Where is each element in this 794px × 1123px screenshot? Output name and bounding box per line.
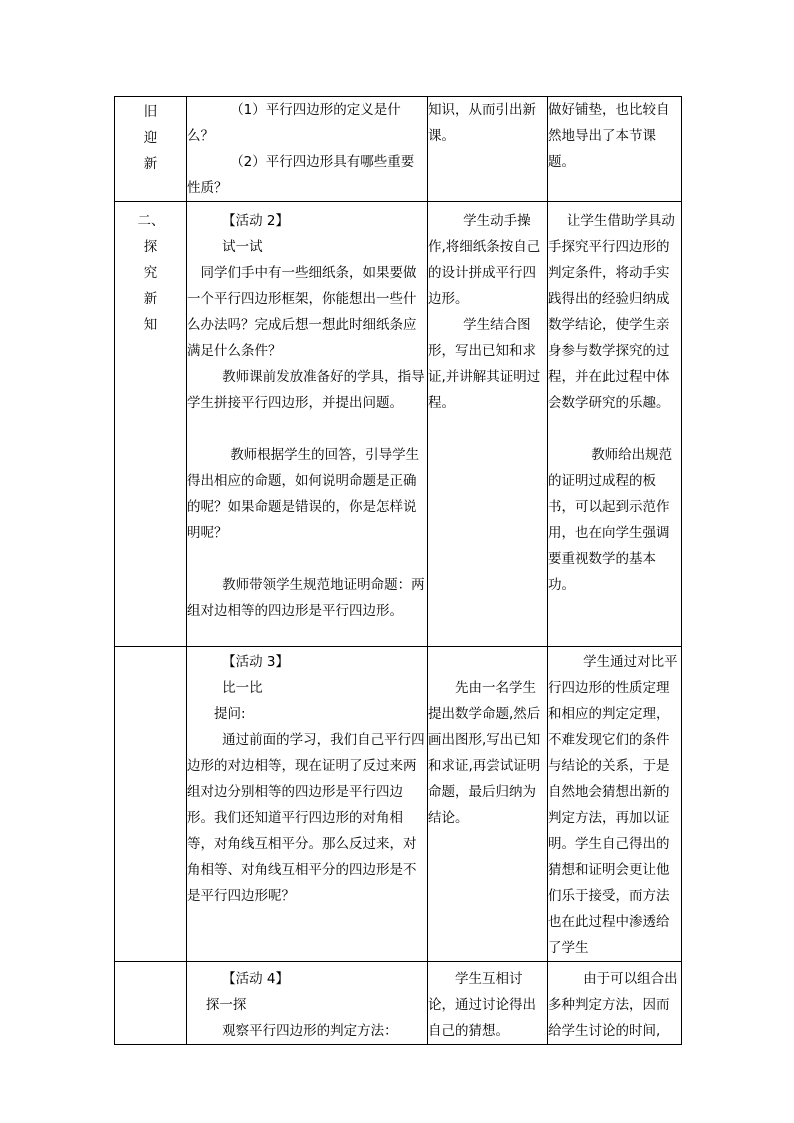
stage-char: 探 bbox=[143, 239, 158, 255]
intent-text: 做好铺垫，也比较自然地导出了本节课题。 bbox=[548, 102, 670, 170]
content-cell bbox=[187, 647, 428, 962]
stage-char: 迎 bbox=[143, 130, 158, 146]
stage-cell bbox=[115, 962, 187, 1045]
intent-cell bbox=[548, 202, 682, 647]
table-row bbox=[115, 202, 682, 647]
stage-cell bbox=[115, 97, 187, 202]
stage-char: 究 bbox=[143, 265, 158, 281]
activity-name: 比一比 bbox=[222, 680, 263, 696]
paragraph: 教师课前发放准备好的学具，指导学生拼接平行四边形，并提出问题。 bbox=[187, 369, 425, 411]
intent-text: 学生通过对比平行四边形的性质定理和相应的判定定理，不难发现它们的条件与结论的关系，于是自然地会猜想出新的判定方法，再加以证明。学生自己得出的猜想和证明会更让他们乐于接受，而方法也在此过程中渗透给了学生 bbox=[548, 654, 678, 956]
student-text: 学生互相讨论，通过讨论得出自己的猜想。 bbox=[428, 971, 536, 1039]
lesson-plan-table bbox=[114, 96, 682, 1045]
stage-char: 新 bbox=[143, 291, 158, 307]
paragraph: 同学们手中有一些细纸条，如果要做一个平行四边形框架，你能想出一些什么办法吗？完成后想一想此时细纸条应满足什么条件？ bbox=[187, 265, 417, 359]
intent-text: 让学生借助学具动手探究平行四边形的判定条件，将动手实践得出的经验归纳成数学结论，使学生亲身参与数学探究的过程，并在此过程中体会数学研究的乐趣。 bbox=[548, 213, 675, 411]
student-cell bbox=[428, 962, 548, 1045]
student-cell bbox=[428, 97, 548, 202]
activity-title: 【活动 2】 bbox=[222, 213, 289, 229]
content-cell bbox=[187, 202, 428, 647]
paragraph: 教师根据学生的回答，引导学生得出相应的命题，如何说明命题是正确的呢？如果命题是错误的，你是怎样说明呢？ bbox=[187, 447, 420, 541]
table-row bbox=[115, 962, 682, 1045]
student-cell bbox=[428, 647, 548, 962]
stage-char: 二、 bbox=[137, 213, 165, 229]
activity-title: 【活动 3】 bbox=[222, 654, 289, 670]
stage-cell bbox=[115, 202, 187, 647]
student-text: 先由一名学生提出数学命题,然后画出图形,写出已知和求证,再尝试证明命题，最后归纳为结论。 bbox=[428, 680, 541, 826]
stage-char: 知 bbox=[143, 317, 158, 333]
activity-title: 【活动 4】 bbox=[222, 971, 289, 987]
student-text: 学生动手操作,将细纸条按自己的设计拼成平行四边形。 bbox=[428, 213, 541, 307]
table-row bbox=[115, 97, 682, 202]
student-text: 知识，从而引出新课。 bbox=[428, 102, 536, 144]
paragraph: 教师带领学生规范地证明命题：两组对边相等的四边形是平行四边形。 bbox=[187, 577, 425, 619]
content-cell bbox=[187, 962, 428, 1045]
student-text: 学生结合图形，写出已知和求证,并讲解其证明过程。 bbox=[428, 317, 541, 411]
table-row bbox=[115, 647, 682, 962]
content-cell bbox=[187, 97, 428, 202]
question-2: （2）平行四边形具有哪些重要性质？ bbox=[187, 154, 415, 196]
intent-cell bbox=[548, 962, 682, 1045]
question-1: （1）平行四边形的定义是什么？ bbox=[187, 102, 401, 144]
activity-name: 探一探 bbox=[205, 997, 247, 1013]
question-label: 提问: bbox=[214, 706, 246, 722]
student-cell bbox=[428, 202, 548, 647]
intent-cell bbox=[548, 97, 682, 202]
intent-text: 由于可以组合出多种判定方法，因而给学生讨论的时间, bbox=[548, 971, 678, 1039]
activity-name: 试一试 bbox=[222, 239, 263, 255]
intent-cell bbox=[548, 647, 682, 962]
stage-cell bbox=[115, 647, 187, 962]
stage-char: 新 bbox=[143, 156, 158, 172]
intent-text: 教师给出规范的证明过成程的板书，可以起到示范作用，也在向学生强调要重视数学的基本功。 bbox=[548, 447, 673, 593]
paragraph: 观察平行四边形的判定方法： bbox=[222, 1023, 398, 1039]
stage-char: 旧 bbox=[143, 104, 158, 120]
paragraph: 通过前面的学习，我们自己平行四边形的对边相等，现在证明了反过来两组对边分别相等的四边形是平行四边形。我们还知道平行四边形的对角相等，对角线互相平分。那么反过来，对角相等、对角线互相平分的四边形是不是平行四边形呢？ bbox=[187, 732, 425, 904]
